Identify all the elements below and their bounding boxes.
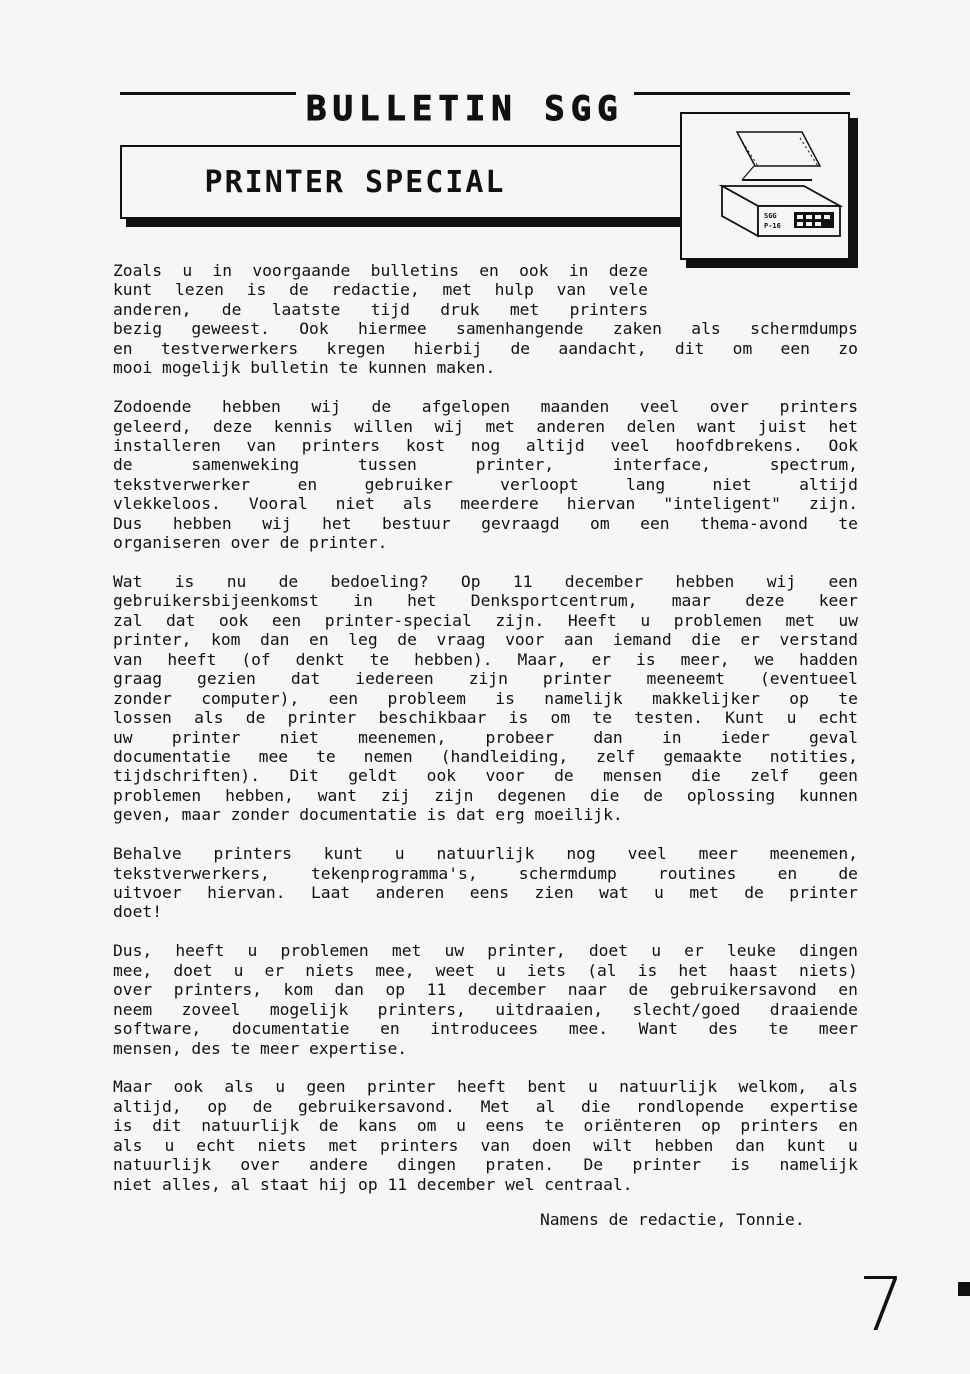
text-line: installeren van printers kost nog altijd veel hoofdbrekens. Ook bbox=[113, 435, 858, 455]
text-line: Maar ook als u geen printer heeft bent u natuurlijk welkom, als bbox=[113, 1077, 858, 1097]
text-line: doet! bbox=[113, 902, 163, 922]
text-line: niet alles, al staat hij op 11 december wel centraal. bbox=[113, 1174, 633, 1194]
text-line: de samenweking tussen printer, interface, spectrum, bbox=[113, 455, 858, 475]
text-line: is dit natuurlijk de kans om u eens te oriënteren op printers en bbox=[113, 1116, 858, 1136]
scan-edge-mark bbox=[958, 1282, 970, 1296]
text-line: uw printer niet meenemen, probeer dan in ieder geval bbox=[113, 727, 858, 747]
paragraph-gap bbox=[113, 378, 858, 397]
text-line: graag gezien dat iedereen zijn printer meeneemt (eventueel bbox=[113, 669, 858, 689]
printer-illustration bbox=[680, 112, 850, 260]
text-line: documentatie mee te nemen (handleiding, zelf gemaakte notities, bbox=[113, 746, 858, 766]
text-line: Zodoende hebben wij de afgelopen maanden veel over printers bbox=[113, 397, 858, 417]
text-line: software, documentatie en introducees mee. Want des te meer bbox=[113, 1019, 858, 1039]
text-line: tijdschriften). Dit geldt ook voor de mensen die zelf geen bbox=[113, 766, 858, 786]
text-line: Wat is nu de bedoeling? Op 11 december hebben wij een bbox=[113, 572, 858, 591]
text-line: Dus, heeft u problemen met uw printer, doet u er leuke dingen bbox=[113, 941, 858, 961]
text-line: tekstverwerker en gebruiker verloopt lang niet altijd bbox=[113, 474, 858, 494]
text-line: organiseren over de printer. bbox=[113, 533, 388, 553]
text-line: lossen als de printer beschikbaar is om te testen. Kunt u echt bbox=[113, 708, 858, 728]
text-line: zal dat ook een printer-special zijn. Heeft u problemen met uw bbox=[113, 610, 858, 630]
printer-brand-label: SGG bbox=[764, 212, 777, 220]
article-body bbox=[113, 261, 858, 1194]
text-line: Dus hebben wij het bestuur gevraagd om een thema-avond te bbox=[113, 513, 858, 533]
paragraph-gap bbox=[113, 1058, 858, 1077]
text-line: en testverwerkers kregen hierbij de aandacht, dit om een zo bbox=[113, 338, 858, 358]
text-line: uitvoer hiervan. Laat anderen eens zien wat u met de printer bbox=[113, 883, 858, 902]
page-number: 7 bbox=[858, 1262, 906, 1348]
banner-title: PRINTER SPECIAL bbox=[204, 164, 506, 200]
text-line: Behalve printers kunt u natuurlijk nog veel meer meenemen, bbox=[113, 844, 858, 864]
text-line: mooi mogelijk bulletin te kunnen maken. bbox=[113, 358, 496, 378]
text-line: over printers, kom dan op 11 december naar de gebruikersavond en bbox=[113, 980, 858, 1000]
text-line: problemen hebben, want zij zijn degenen die de oplossing kunnen bbox=[113, 785, 858, 805]
text-line: tekstverwerkers, tekenprogramma's, schermdump routines en de bbox=[113, 863, 858, 883]
title-banner bbox=[120, 145, 710, 219]
text-line: anderen, de laatste tijd druk met printers bbox=[113, 299, 648, 319]
text-line: neem zoveel mogelijk printers, uitdraaien, slecht/goed draaiende bbox=[113, 999, 858, 1019]
printer-model-label: P-16 bbox=[764, 222, 781, 230]
text-line: gebruikersbijeenkomst in het Denksportcentrum, maar deze keer bbox=[113, 591, 858, 611]
text-line: mee, doet u er niets mee, weet u iets (al is het haast niets) bbox=[113, 960, 858, 980]
paragraph-gap bbox=[113, 825, 858, 844]
text-line: vlekkeloos. Vooral niet als meerdere hiervan "inteligent" zijn. bbox=[113, 494, 858, 514]
printer-icon bbox=[682, 114, 848, 258]
text-line: altijd, op de gebruikersavond. Met al die rondlopende expertise bbox=[113, 1096, 858, 1116]
paragraph-gap bbox=[113, 553, 858, 572]
text-line: printer, kom dan en leg de vraag voor aan iemand die er verstand bbox=[113, 630, 858, 650]
paragraph-gap bbox=[113, 922, 858, 941]
text-line: kunt lezen is de redactie, met hulp van vele bbox=[113, 280, 648, 300]
text-line: Zoals u in voorgaande bulletins en ook in deze bbox=[113, 261, 648, 280]
signature: Namens de redactie, Tonnie. bbox=[540, 1210, 805, 1229]
text-line: van heeft (of denkt te hebben). Maar, er is meer, we hadden bbox=[113, 649, 858, 669]
text-line: zonder computer), een probleem is namelijk makkelijker op te bbox=[113, 688, 858, 708]
text-line: mensen, des te meer expertise. bbox=[113, 1038, 408, 1058]
text-line: natuurlijk over andere dingen praten. De printer is namelijk bbox=[113, 1155, 858, 1175]
text-line: geleerd, deze kennis willen wij met anderen delen want juist het bbox=[113, 416, 858, 436]
text-line: als u echt niets met printers van doen wilt hebben dan kunt u bbox=[113, 1135, 858, 1155]
text-line: bezig geweest. Ook hiermee samenhangende zaken als schermdumps bbox=[113, 319, 858, 339]
masthead-title: BULLETIN SGG bbox=[296, 84, 634, 134]
text-line: geven, maar zonder documentatie is dat erg moeilijk. bbox=[113, 805, 623, 825]
